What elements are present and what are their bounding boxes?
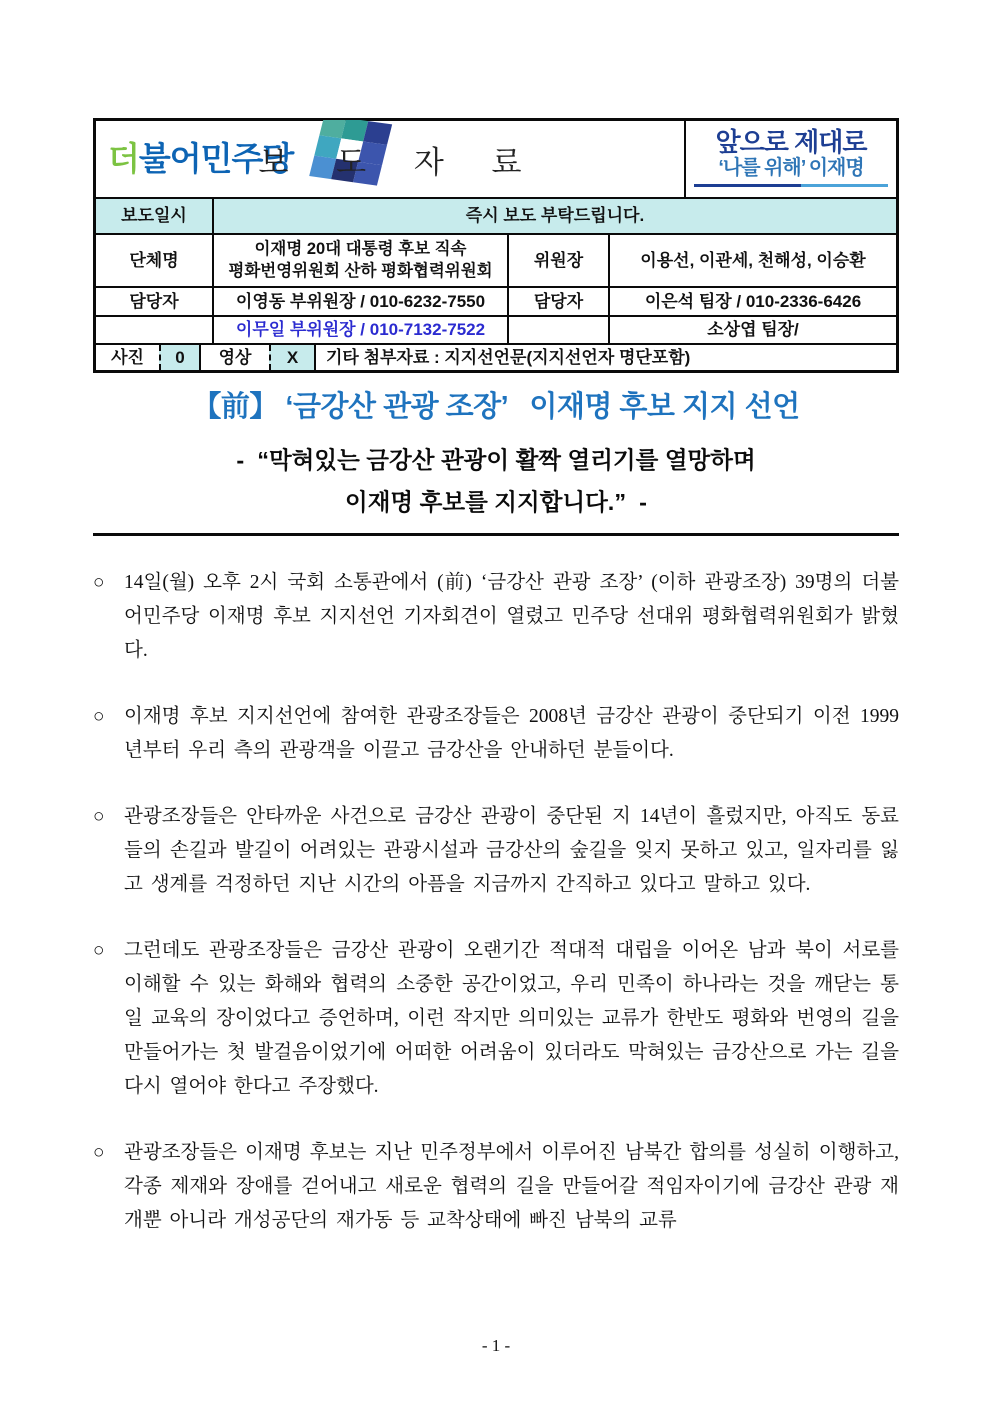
contact2-extra-value: 소상엽 팀장/ xyxy=(608,317,896,343)
chairman-value: 이용선, 이관세, 천해성, 이승환 xyxy=(608,235,896,286)
photo-label: 사진 xyxy=(111,347,144,367)
party-logo-text xyxy=(108,138,293,179)
contact-extra-value: 이무일 부위원장 / 010-7132-7522 xyxy=(212,317,507,343)
bullet-circle-icon: ○ xyxy=(93,1142,105,1164)
document-content xyxy=(93,118,899,1270)
paragraph-5 xyxy=(93,1136,899,1238)
party-logo-rest: 불어민주당 xyxy=(138,140,294,178)
contact2-label: 담당자 xyxy=(507,288,608,315)
attachment-row xyxy=(96,343,896,370)
organization-value xyxy=(212,235,507,286)
bullet-circle-icon: ○ xyxy=(93,806,105,828)
slogan-line2: ‘나를 위해’ 이재명 xyxy=(694,156,888,187)
party-logo-first-char: 더 xyxy=(108,140,139,178)
contact-extra-row xyxy=(96,315,896,343)
organization-row xyxy=(96,233,896,286)
contact-extra-empty-label xyxy=(96,317,212,343)
title-block xyxy=(93,390,899,536)
release-date-value: 즉시 보도 부탁드립니다. xyxy=(212,199,896,233)
contact-value: 이영동 부위원장 / 010-6232-7550 xyxy=(212,288,507,315)
body-text xyxy=(93,566,899,1238)
slogan-line1: 앞으로 제대로 xyxy=(715,126,867,157)
bullet-circle-icon: ○ xyxy=(93,940,105,962)
party-logo-cell xyxy=(96,121,684,197)
party-logo xyxy=(108,124,401,194)
organization-label: 단체명 xyxy=(129,250,179,270)
paragraph-4-text: 그런데도 관광조장들은 금강산 관광이 오랜기간 적대적 대립을 이어온 남과 북이 서로를 이해할 수 있는 화해와 협력의 소중한 공간이었고, 우리 민족이 하나라는 것을 깨닫는 통일 교육의 장이었다고 증언하며, 이런 작지만 의미있는 교류가 한반도 평화와 번영의 길을 만들어가는 첫 발걸음이었기에 어떠한 어려움이 있더라도 막혀있는 금강산으로 가는 길을 다시 열어야 한다고 주장했다. xyxy=(124,940,899,1098)
paragraph-1 xyxy=(93,566,899,668)
press-info-table xyxy=(93,118,899,373)
paragraph-3-text: 관광조장들은 안타까운 사건으로 금강산 관광이 중단된 지 14년이 흘렀지만, 아직도 동료들의 손길과 발길이 어려있는 관광시설과 금강산의 숲길을 잊지 못하고 있고, 일자리를 잃고 생계를 걱정하던 지난 시간의 아픔을 지금까지 간직하고 있다고 말하고 있다. xyxy=(124,806,899,896)
release-date-label: 보도일시 xyxy=(121,206,187,226)
contact-label: 담당자 xyxy=(129,291,179,311)
contact2-extra-empty-label xyxy=(507,317,608,343)
party-flag-icon xyxy=(297,120,401,194)
attachment-value: 기타 첨부자료 : 지지선언문(지지선언자 명단포함) xyxy=(314,345,896,370)
contact2-value: 이은석 팀장 / 010-2336-6426 xyxy=(608,288,896,315)
organization-value-line2: 평화번영위원회 산하 평화협력위원회 xyxy=(228,261,493,280)
bullet-circle-icon: ○ xyxy=(93,572,105,594)
video-label: 영상 xyxy=(199,345,269,370)
bullet-circle-icon: ○ xyxy=(93,706,105,728)
release-date-row xyxy=(96,197,896,233)
document-type-title: 보 도 자 료 xyxy=(258,144,542,180)
contact-row xyxy=(96,286,896,315)
paragraph-2-text: 이재명 후보 지지선언에 참여한 관광조장들은 2008년 금강산 관광이 중단되기 이전 1999년부터 우리 측의 관광객을 이끌고 금강산을 안내하던 분들이다. xyxy=(124,706,899,762)
masthead-row xyxy=(96,121,896,197)
title-divider xyxy=(93,533,899,536)
organization-value-line1: 이재명 20대 대통령 후보 직속 xyxy=(254,240,467,259)
paragraph-4 xyxy=(93,934,899,1104)
campaign-slogan-cell xyxy=(684,121,896,197)
video-count: X xyxy=(269,345,314,370)
paragraph-1-text: 14일(월) 오후 2시 국회 소통관에서 (前) ‘금강산 관광 조장’ (이하 관광조장) 39명의 더불어민주당 이재명 후보 지지선언 기자회견이 열렸고 민주당 선대위 평화협력위원회가 밝혔다. xyxy=(124,572,899,662)
paragraph-2 xyxy=(93,700,899,768)
press-release-subtitle xyxy=(93,439,899,524)
press-release-title: 【前】 ‘금강산 관광 조장’ 이재명 후보 지지 선언 xyxy=(192,391,800,423)
paragraph-5-text: 관광조장들은 이재명 후보는 지난 민주정부에서 이루어진 남북간 합의를 성실히 이행하고, 각종 제재와 장애를 걷어내고 새로운 협력의 길을 만들어갈 적임자이기에 금강산 관광 재개뿐 아니라 개성공단의 재가동 등 교착상태에 빠진 남북의 교류 xyxy=(124,1142,899,1232)
photo-count: 0 xyxy=(159,345,199,370)
page-number: - 1 - xyxy=(481,1336,511,1355)
subtitle-line2: 이재명 후보를 지지합니다.” - xyxy=(345,489,647,516)
subtitle-line1: - “막혀있는 금강산 관광이 활짝 열리기를 열망하며 xyxy=(236,446,756,473)
chairman-label: 위원장 xyxy=(507,235,608,286)
paragraph-3 xyxy=(93,800,899,902)
